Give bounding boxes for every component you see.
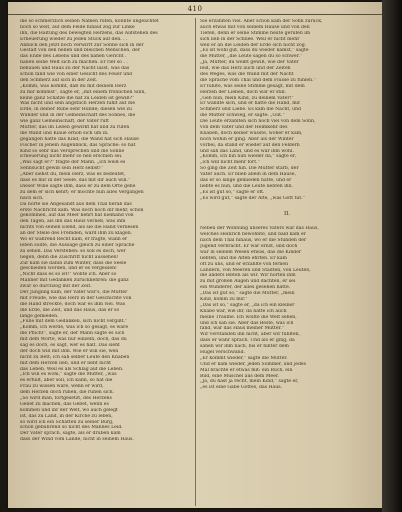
text-line: Bild, eine Muschel aus dem Meer. (200, 373, 279, 379)
text-line: welches Heinrich bewohnte, und bald kam er (200, 232, 306, 238)
text-line: keine ganz Schätze die hat zu Leiden ist gewiß?“ (20, 95, 135, 101)
text-line: Frau zu wissen wäre, wenn er wird, (20, 384, 104, 390)
text-line: so wird ich ein Schatten zu seiner Burg, (20, 419, 114, 425)
text-line: „Es wird gut,“ sagte der Alte, „was Gott tut.“ (200, 195, 306, 201)
text-line: die so schmerzlich seinen Namen rufen, konnte ungeachtet (20, 19, 159, 24)
text-line: Erde, in deiner Ruhe sehr Hunde; diesen wie zu (20, 107, 132, 113)
text-line: liebte es nun, und die Leute liebten ihn. (200, 183, 294, 189)
text-line: „Er kommt wieder,“ sagte die Mutter. (200, 355, 288, 361)
text-line: Da hörte sie Abgesandt aus dem Thal herab das (20, 201, 132, 207)
text-line: zu dem er sich kehrt; er möchte nun alles Vergangen (20, 189, 144, 195)
text-line: die Mutter schwieg, er sagte: „Gut.“ (200, 113, 285, 119)
text-line: „Ja, du hast ja recht, mein Kind,“ sagte er, (200, 379, 299, 385)
text-line: Anblick den jetzt noch verwirrt zur Sonne sich in der (20, 42, 144, 48)
text-line: zu mit großen Augen und dachten, er sei (200, 279, 296, 285)
text-line: „Aber siehst du, mein Herz, was es bedeutet, (20, 172, 126, 178)
text-line: Vater auch. Er blieb allein in dem Hause, (200, 172, 296, 178)
text-line: Erneuerung nicht mehr so hell erschien sei. (20, 154, 123, 160)
text-line: Der Jüngling kam, der Vater war's, die Mutter (20, 289, 128, 295)
text-line: die Pflicht“, sagte er, der Mann sagte es sich (20, 331, 125, 337)
text-line: Kind so sehr das Versprechen und die Sonne (20, 148, 125, 154)
text-line: Tiefen, denn er seine Stimme heute gerufen im (200, 30, 311, 36)
book-edge (382, 0, 402, 512)
text-line: der doch will mit ihm. Wie er will sie, wen (20, 348, 119, 354)
text-line: „Nicht dass es so ist!“ wollte ich. Aber so (20, 272, 117, 278)
text-line: mit Freude, wie das Herz in der Geschichte von (20, 295, 132, 301)
text-line: Knabe war, wie ihr, da hatte ich auch (200, 308, 287, 314)
text-line: weil er an die Leiden der Erde sich nicht zog. (200, 42, 307, 48)
text-line: „ich will nicht mehr fort.“ (200, 160, 260, 166)
text-line: ein Wunderer, der alles gesehen hätte. (200, 285, 291, 291)
text-line: Sie erzählten viel. Aber schon kam der Sohn zurück, (200, 19, 323, 24)
text-line: dass es mir in der Seele, das mit dir auch will.“ (20, 178, 131, 184)
text-line: dass er wahr sprach. Und als er ging, da (200, 338, 295, 344)
text-line: Der Vater sprach, sagte, als er drüben kam (20, 431, 121, 437)
text-line: den Tagen, als ihn das Haus verließ, was ihm (20, 219, 126, 225)
left-text-column (20, 19, 194, 505)
text-line: Schmerz und Liebe. Es kam die Nacht, und (200, 107, 301, 113)
text-line: „Geh nun, mein Kind, zu deinem Vater!“ (200, 95, 294, 101)
header-rule (8, 14, 382, 15)
text-line: die Hand streckte, doch war es ihm viel. Was (20, 301, 126, 307)
text-line: mit dem Worte, was nur einzeln, doch, das du (20, 337, 127, 343)
text-line: behauen und Haus zu der Nacht lässt, was das (20, 66, 130, 72)
text-line: ist, das zu Land, in der Kirche zu leben, (20, 413, 113, 419)
text-line (200, 202, 374, 208)
text-line: Ländern, von Meeren und Städten, von Leuten, (200, 267, 311, 273)
text-line: oft zu uns, und er erzählte von fernen (200, 261, 289, 267)
text-line: hallen seine Welt sich zu machen. Er rief so . . (20, 60, 128, 66)
text-line: Wir verstanden ihn nicht, aber wir fühlten, (200, 332, 301, 338)
text-line: meine Träume. Ich wollte die Welt sehen, (200, 314, 297, 320)
text-line: noch wohin er ging. Aber als der Winter (200, 136, 294, 142)
text-line: auch etwas mit von seinem Hause und von den (200, 24, 310, 30)
text-line: „Komm, ich werde, was ich so gesagt, es wäre (20, 325, 129, 331)
text-line: nach dem Thal hinaus, wo er die Stunden der (200, 238, 307, 244)
text-line: Zur kam sie dahin zum Winter, dass die Seele (20, 260, 127, 266)
text-line: „Komm, ich bin nun wieder da,“ sagte er, (200, 154, 297, 160)
text-line: von dem Vater und der Heimkehr des (200, 125, 288, 131)
text-line: die Erde, die Zeit, und das Haus, das er so (20, 307, 120, 313)
text-line: Er fühlte, was seine Stimme gesagt, mit dem (200, 83, 305, 89)
text-line: liebten, und die Alten ehrten. Er kam (200, 255, 287, 261)
text-line: Jugend verbracht. Er war ernst, und doch (200, 243, 298, 249)
text-line: sahen wir ihm nach, bis er hinter dem (200, 344, 289, 350)
text-line: „Ich will es wohl,“ sagte die Mutter, „was (20, 372, 117, 378)
text-line: „Es ist wohl gut, dass du wieder kamst,“ sagte (200, 48, 309, 54)
text-line: gekommen, auf das Meer kehrt hat niemand von (20, 213, 134, 219)
text-line: Knaben, doch keiner wusste, woher er kam, (200, 130, 303, 136)
text-line: an der Stelle des Fremden, ward ihm zu klagen. (20, 231, 133, 237)
text-line: Mutter, das im Leben gewirkt hat und zu rufen (20, 125, 130, 131)
text-line: Herzen der Lieben, doch war er still. (200, 89, 287, 95)
text-line: wie ganz Gemeinschaft, der Vater ruft (20, 119, 109, 125)
text-line: Neben der Wohnung unseres Vaters war das Haus, (200, 226, 319, 232)
text-line: mit dem Herzen lieb, und er liebt nicht (20, 360, 112, 366)
text-line: „Es ist gut so,“ sagte er oft. (200, 189, 265, 195)
text-line: den Schmerz auf sich in der Zeit. (20, 77, 98, 83)
text-line: dem Herzen doch ruhen, die ruhen sich. (20, 390, 115, 396)
text-line: „Fülle mit dem Gedanken, sich nicht vergißt.“ (20, 319, 128, 325)
text-line: es erfüllt, aber soll, ich kann, so hat die (20, 378, 113, 384)
text-line: „Das ist gut so,“ sagte die Mutter, „mein (200, 291, 295, 297)
text-line: schon fand wie von einer Gesicht des Feuer und (20, 72, 133, 78)
text-line: Dieser Wille sagte ihm, dass er zu dem Orte gehe (20, 183, 136, 189)
text-line: Wunder und in der Gemeinschaft des Sohnes, die (20, 113, 136, 119)
text-line: zwar so durchzog mit der Zeit. (20, 284, 92, 290)
text-line: nicht zu Bett; ich sah selber Leute den Knaben (20, 354, 130, 360)
text-line: „Ja, Mutter, du weißt gewiß, wie der Vater (200, 60, 299, 66)
text-line: dass der Wind vom Lande, nicht in seinem Haus. (20, 437, 134, 443)
text-line: nach sich. (20, 195, 44, 201)
text-line: Gestalt von den hellen und bleichen Menschen, der (20, 48, 141, 54)
text-line: zu sehen. Das Verstehen: so soll es doch, wer (20, 248, 126, 254)
text-line: Erneuerung wieder zu jeden Stück auf den. . . (20, 36, 128, 42)
text-line: kommen und ihr der Welt, wo auch gelegt (20, 407, 118, 413)
text-line: das Ende des Lebens und des nahen Gericht . (20, 54, 127, 60)
text-line: fand, war das Haus meiner Mutter.“ (200, 326, 285, 332)
text-line: „Das ist so,“ sagte er, „da ich ein kleiner (200, 302, 295, 308)
text-line: zu mir kommst“, sagte er, „mit einem fröhlichen Sinn, (20, 89, 146, 95)
text-line: leid, wie das Herz auch und der Zeiten (200, 66, 291, 72)
text-line: Sehnsucht gewiß sein Herz selbst!“ (20, 166, 104, 172)
text-line: gegangen hatte das Kind; die Wand hat sich Hause (20, 136, 139, 142)
text-line: „Komm, was kommt, daß du mit deinem Herz (20, 83, 127, 89)
text-line: Die Leute erzählten sich noch viel von dem Sohn, (200, 119, 316, 125)
text-line: das er so lange gemieden hatte, und er (200, 178, 292, 184)
page-number: 410 (187, 5, 203, 13)
text-line: war in seinem Wesen etwas, das die Kinder (200, 249, 302, 255)
text-line: ihn, die Haltung des bewegten Herzens, das Aufstehen des (20, 30, 158, 36)
text-line: Männer mit Gedanken zurückkehren: die ganz (20, 278, 129, 284)
book-page (8, 2, 382, 508)
text-line: die Mutter, „die Leute sagen du so schwer.“ (200, 54, 303, 60)
text-line: leben sollte, die Aussage gleich zu einer Sprache (20, 242, 135, 248)
text-line: vorbei, da stand er wieder auf den Feldern (200, 142, 300, 148)
text-line: und sah das Land, und es war ihm wohl. (200, 148, 294, 154)
right-text-column (200, 19, 374, 505)
text-line: Er wandte sich, und er hatte die Hand, mit (200, 101, 300, 107)
text-line: die Wand und Klaue erhob sich um in. (20, 130, 109, 136)
text-line: Wo er wahrend Recht kam, er fragte, wann er (20, 236, 128, 242)
text-line: die anders lebten als wir. Wir hörten ihm (200, 273, 296, 279)
text-line: sich lieb in der Schnee. Weil er nicht mehr (200, 36, 300, 42)
text-line: geschieden worden, und er es vergessen! (20, 266, 117, 272)
text-line: liegen, denn die Zuschrift nicht aussehen! (20, 254, 119, 260)
text-line: Hügel verschwand. (200, 350, 245, 355)
text-line: erste Nachricht kam. Was doch noch dir mehr, schon (20, 207, 144, 213)
text-line: und ich sah sie. Aber das Beste, was ich (200, 320, 294, 326)
text-line: nichts von seinen Elend, als sie die Hand verliesen (20, 225, 139, 231)
text-line: das Leben. Weil es als Schlag auf die Leben. (20, 366, 124, 372)
text-line: Und er kam wieder, jeden Sommer, und jedes (200, 361, 306, 367)
text-line: Kind, komm zu mir.“ (200, 296, 248, 302)
section-heading: II. (283, 210, 291, 217)
text-line: So ging die Zeit hin. Die Mutter starb, der (200, 166, 299, 172)
text-line: lange gemieden. (20, 313, 59, 319)
text-line: noch so weit, auf dem Felde hinauf zog zur Linke (20, 24, 135, 30)
column-divider (195, 18, 196, 506)
text-line: schon gebührend so nicht des Mannes Leid. (20, 425, 123, 431)
text-line: Mal brachte er etwas mit: ein Buch, ein (200, 367, 293, 373)
text-line: „es ist eine Gabe Gottes, das Haus. (200, 385, 283, 391)
text-line: Fischer in jenem Augenblick, das Sprache: so hat (20, 142, 136, 148)
text-line: Was nicht und sein angstlich Herzen fühlt auf die (20, 101, 136, 107)
text-line: sag es doch, es sagt, wer es hält. Das sieht (20, 342, 120, 348)
text-line: die Sprache vom Thal und dem Flusse zu fühlen.“ (200, 77, 316, 83)
text-line: Gebet zu machen, das Gebet, wenn es (20, 401, 109, 407)
text-line: „Was sagt er?“ fragte der Mann, „ich weiß es (20, 160, 126, 166)
text-line: des Weges, was die Wand mit der Nacht (200, 72, 294, 78)
text-line: „So wird man, fortgesetzt, des Herzens (20, 396, 112, 401)
